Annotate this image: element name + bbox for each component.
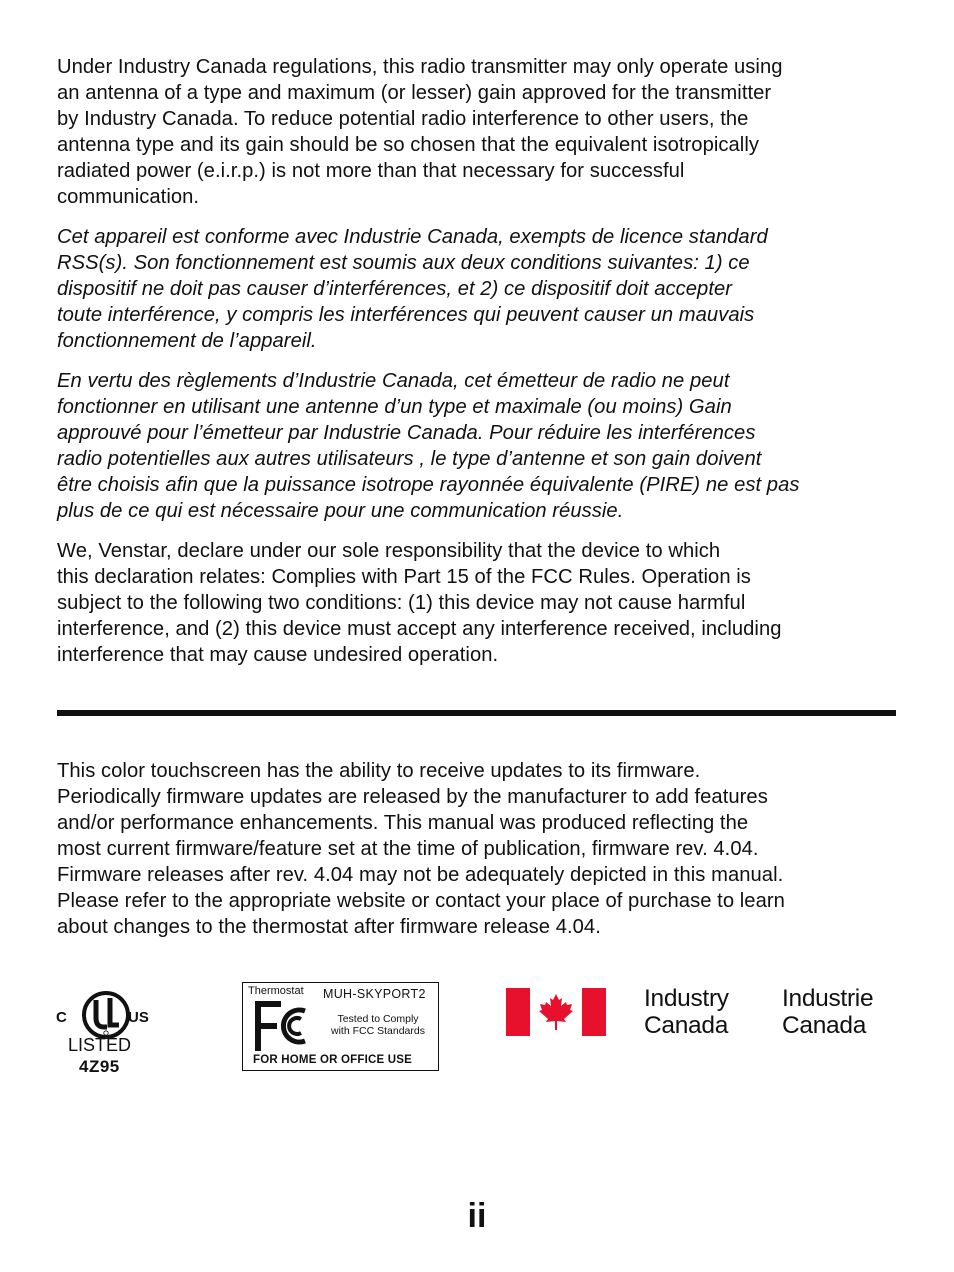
ul-file-number: 4Z95	[79, 1057, 120, 1076]
text-line: être choisis afin que la puissance isotrope rayonnée équivalente (PIRE) ne est pas	[57, 474, 800, 496]
section-divider	[57, 710, 896, 716]
text-line: interference that may cause undesired operation.	[57, 644, 499, 666]
text-line: Cet appareil est conforme avec Industrie Canada, exempts de licence standard	[57, 226, 768, 248]
ic-regulation-paragraph	[57, 54, 902, 210]
text-line: antenna type and its gain should be so chosen that the equivalent isotropically	[57, 134, 760, 156]
fcc-tested-line: Tested to Comply	[337, 1013, 419, 1025]
text-line: fonctionner en utilisant une antenne d’un type et maximale (ou moins) Gain	[57, 396, 732, 418]
french-regulation-paragraph	[57, 368, 902, 524]
text-line: an antenna of a type and maximum (or lesser) gain approved for the transmitter	[57, 82, 772, 104]
text-line: toute interférence, y compris les interférences qui peuvent causer un mauvais	[57, 304, 755, 326]
industrie-canada-wordmark	[782, 985, 873, 1039]
text-line: Firmware releases after rev. 4.04 may not be adequately depicted in this manual.	[57, 864, 784, 886]
text-line: plus de ce qui est nécessaire pour une communication réussie.	[57, 500, 624, 522]
ul-listed-label: LISTED	[68, 1035, 132, 1055]
text-line: communication.	[57, 186, 200, 208]
fcc-tested-line: with FCC Standards	[331, 1025, 425, 1037]
firmware-notice-paragraph	[57, 758, 902, 940]
text-line: by Industry Canada. To reduce potential radio interference to other users, the	[57, 108, 749, 130]
ul-c-label: C	[56, 1009, 67, 1026]
text-line: subject to the following two conditions: (1) this device may not cause harmful	[57, 592, 746, 614]
text-line: approuvé pour l’émetteur par Industrie Canada. Pour réduire les interférences	[57, 422, 756, 444]
french-compliance-paragraph	[57, 224, 902, 354]
fcc-declaration-paragraph	[57, 538, 902, 668]
page-number: ii	[467, 1197, 487, 1235]
text-line: Under Industry Canada regulations, this radio transmitter may only operate using	[57, 56, 783, 78]
fcc-tested-text	[322, 1013, 434, 1037]
ul-us-label: US	[128, 1009, 149, 1026]
text-line: This color touchscreen has the ability to receive updates to its firmware.	[57, 760, 701, 782]
text-line: and/or performance enhancements. This manual was produced reflecting the	[57, 812, 749, 834]
text-line: about changes to the thermostat after firmware release 4.04.	[57, 916, 601, 938]
wordmark-line: Industrie	[782, 985, 874, 1012]
text-line: En vertu des règlements d’Industrie Canada, cet émetteur de radio ne peut	[57, 370, 730, 392]
text-line: RSS(s). Son fonctionnement est soumis aux deux conditions suivantes: 1) ce	[57, 252, 750, 274]
fcc-home-office-text: FOR HOME OR OFFICE USE	[253, 1054, 413, 1066]
text-line: We, Venstar, declare under our sole responsibility that the device to which	[57, 540, 721, 562]
text-line: fonctionnement de l’appareil.	[57, 330, 317, 352]
text-line: radio potentielles aux autres utilisateurs , le type d’antenne et son gain doivent	[57, 448, 762, 470]
canada-flag-icon	[506, 988, 606, 1036]
fcc-model-number: MUH-SKYPORT2	[323, 987, 426, 1001]
fcc-compliance-logo	[242, 982, 439, 1071]
wordmark-line: Canada	[644, 1012, 729, 1039]
wordmark-line: Canada	[782, 1012, 867, 1039]
fcc-device-type: Thermostat	[248, 985, 304, 997]
text-line: radiated power (e.i.r.p.) is not more than that necessary for successful	[57, 160, 685, 182]
text-line: most current firmware/feature set at the time of publication, firmware rev. 4.04.	[57, 838, 759, 860]
industry-canada-wordmark	[644, 985, 729, 1039]
text-line: Periodically firmware updates are released by the manufacturer to add features	[57, 786, 768, 808]
text-line: interference, and (2) this device must accept any interference received, including	[57, 618, 782, 640]
fcc-mark-icon	[251, 999, 323, 1053]
text-line: dispositif ne doit pas causer d’interférences, et 2) ce dispositif doit accepter	[57, 278, 733, 300]
text-line: this declaration relates: Complies with Part 15 of the FCC Rules. Operation is	[57, 566, 751, 588]
text-line: Please refer to the appropriate website or contact your place of purchase to learn	[57, 890, 785, 912]
wordmark-line: Industry	[644, 985, 729, 1012]
